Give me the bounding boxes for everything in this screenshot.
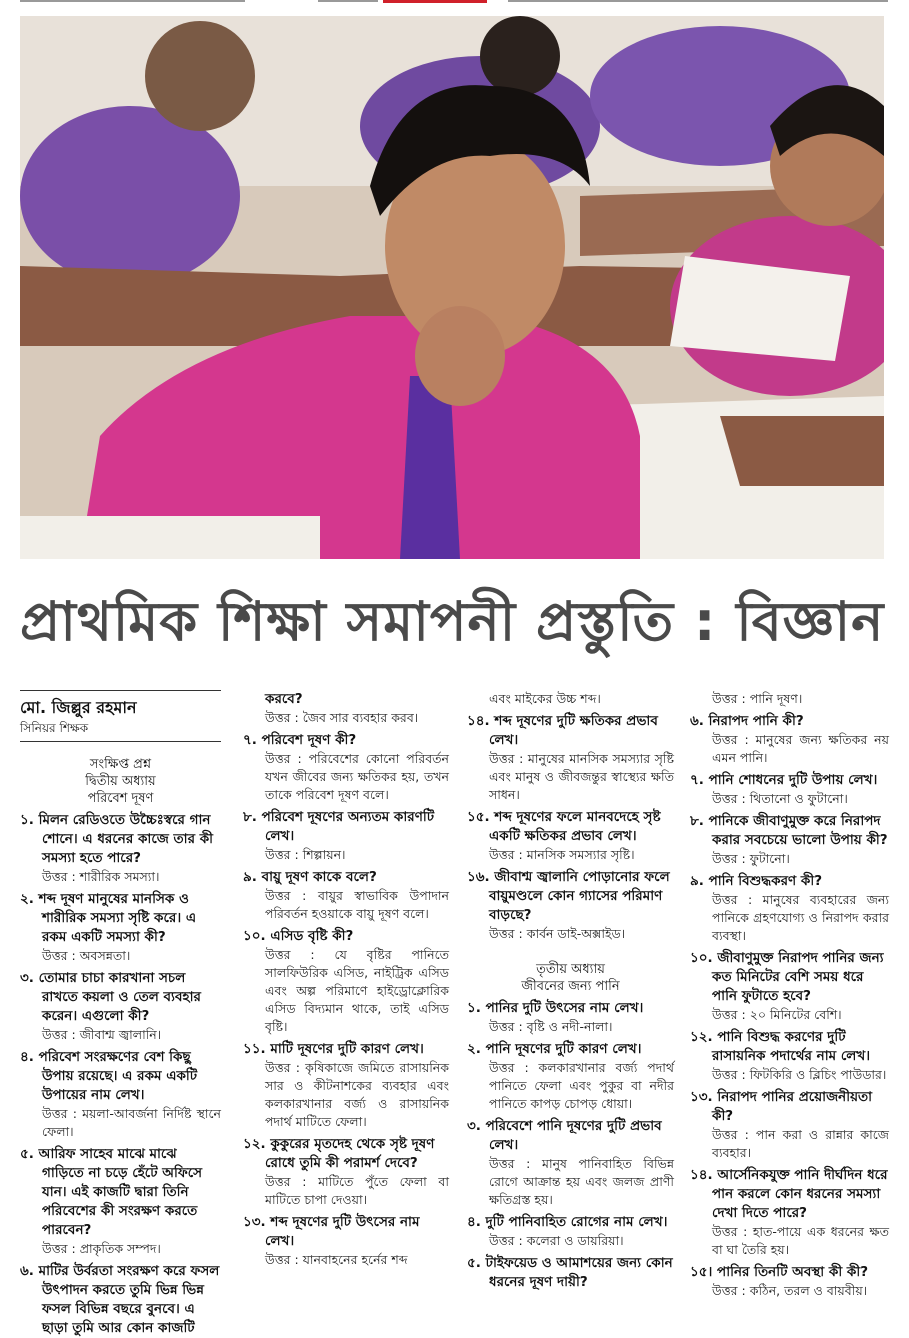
answer: উত্তর : পরিবেশের কোনো পরিবর্তন যখন জীবের জন্য ক্ষতিকর হয়, তখন তাকে পরিবেশ দূষণ বলে। (265, 751, 449, 802)
question: ১৪. শব্দ দূষণের দুটি ক্ষতিকর প্রভাব লেখ। (467, 713, 658, 748)
answer: উত্তর : মানুষের ব্যবহারের জন্য পানিকে গ্রহণযোগ্য ও নিরাপদ করার ব্যবস্থা। (712, 892, 889, 943)
answer: উত্তর : ময়লা-আবর্জনা নির্দিষ্ট স্থানে ফেলা। (42, 1106, 221, 1139)
answer: উত্তর : ফিটকিরি ও ব্লিচিং পাউডার। (712, 1067, 887, 1082)
question-continued: করবে? (265, 691, 303, 707)
byline (20, 690, 221, 742)
answer: উত্তর : হাত-পায়ে এক ধরনের ক্ষত বা ঘা তৈরি হয়। (712, 1224, 889, 1257)
answer: উত্তর : যানবাহনের হর্নের শব্দ (265, 1252, 408, 1267)
question: ১১. মাটি দূষণের দুটি কারণ লেখ। (243, 1041, 424, 1057)
answer: উত্তর : অবসন্নতা। (42, 948, 131, 963)
answer: উত্তর : জৈব সার ব্যবহার করব। (265, 710, 419, 725)
answer: উত্তর : মানসিক সমস্যার সৃষ্টি। (489, 847, 635, 862)
article-column-1 (20, 690, 221, 1338)
answer: উত্তর : বৃষ্টি ও নদী-নালা। (489, 1019, 613, 1034)
answer-continued: এবং মাইকের উচ্চ শব্দ। (489, 691, 601, 706)
question: ৮. পরিবেশ দূষণের অন্যতম কারণটি লেখ। (243, 809, 435, 844)
question: ১৩. শব্দ দূষণের দুটি উৎসের নাম লেখ। (243, 1214, 420, 1249)
question: ৭. পানি শোধনের দুটি উপায় লেখ। (690, 772, 878, 788)
answer: উত্তর : মানুষের জন্য ক্ষতিকর নয় এমন পানি। (712, 732, 889, 765)
question: ১০. জীবাণুমুক্ত নিরাপদ পানির জন্য কত মিনিটের বেশি সময় ধরে পানি ফুটাতে হবে? (690, 950, 884, 1004)
question: ১২. পানি বিশুদ্ধ করণের দুটি রাসায়নিক পদার্থের নাম লেখ। (690, 1029, 871, 1064)
question: ১৪. আর্সেনিকযুক্ত পানি দীর্ঘদিন ধরে পান করলে কোন ধরনের সমস্যা দেখা দিতে পারে? (690, 1167, 888, 1221)
question: ৬. মাটির উর্বরতা সংরক্ষণ করে ফসল উৎপাদন করতে তুমি ভিন্ন ভিন্ন ফসল বিভিন্ন বছরে বুনবে। এ ছাড়া তুমি আর কোন কাজটি (20, 1263, 220, 1336)
section-heading-line: দ্বিতীয় অধ্যায় (85, 774, 156, 789)
answer: উত্তর : ফুটানো। (712, 851, 790, 866)
question: ৪. দুটি পানিবাহিত রোগের নাম লেখ। (467, 1214, 668, 1230)
question: ৬. নিরাপদ পানি কী? (690, 713, 804, 729)
question: ৯. বায়ু দূষণ কাকে বলে? (243, 869, 377, 885)
question: ১৬. জীবাশ্ম জ্বালানি পোড়ানোর ফলে বায়ুমণ্ডলে কোন গ্যাসের পরিমাণ বাড়ছে? (467, 869, 670, 923)
answer: উত্তর : কলেরা ও ডায়রিয়া। (489, 1233, 624, 1248)
question: ২. পানি দূষণের দুটি কারণ লেখ। (467, 1041, 642, 1057)
answer: উত্তর : জীবাশ্ম জ্বালানি। (42, 1027, 162, 1042)
question: ৮. পানিকে জীবাণুমুক্ত করে নিরাপদ করার সবচেয়ে ভালো উপায় কী? (690, 813, 888, 848)
question: ৫. টাইফয়েড ও আমাশয়ের জন্য কোন ধরনের দূষণ দায়ী? (467, 1255, 673, 1290)
top-rule-segment (508, 0, 888, 2)
question: ৪. পরিবেশ সংরক্ষণের বেশ কিছু উপায় রয়েছে। এ রকম একটি উপায়ের নাম লেখ। (20, 1049, 198, 1103)
article-column-3 (467, 690, 674, 1292)
section-heading-line: পরিবেশ দূষণ (87, 791, 154, 806)
question: ১. পানির দুটি উৎসের নাম লেখ। (467, 1000, 644, 1016)
question: ১. মিলন রেডিওতে উচ্চৈঃস্বরে গান শোনে। এ ধরনের কাজে তার কী সমস্যা হতে পারে? (20, 812, 213, 866)
section-heading (20, 756, 221, 807)
question: ২. শব্দ দূষণ মানুষের মানসিক ও শারীরিক সমস্যা সৃষ্টি করে। এ রকম একটি সমস্যা কী? (20, 891, 197, 945)
answer: উত্তর : মানুষের মানসিক সমস্যার সৃষ্টি এবং মানুষ ও জীবজন্তুর স্বাস্থ্যের ক্ষতি সাধন। (489, 751, 674, 802)
answer: উত্তর : কঠিন, তরল ও বায়বীয়। (712, 1283, 868, 1298)
article-column-2 (243, 690, 449, 1273)
answer: উত্তর : কৃষিকাজে জমিতে রাসায়নিক সার ও কীটনাশকের ব্যবহার এবং কলকারখানার বর্জ্য ও রাসায়নিক পদার্থ মাটিতে ফেলা। (265, 1060, 449, 1129)
question: ৯. পানি বিশুদ্ধকরণ কী? (690, 873, 823, 889)
article-column-4 (690, 690, 889, 1304)
section-heading-line: জীবনের জন্য পানি (521, 979, 620, 994)
answer: উত্তর : বায়ুর স্বাভাবিক উপাদান পরিবর্তন হওয়াকে বায়ু দূষণ বলে। (265, 888, 449, 921)
question: ৩. তোমার চাচা কারখানা সচল রাখতে কয়লা ও তেল ব্যবহার করেন। এগুলো কী? (20, 970, 201, 1024)
question: ১২. কুকুরের মৃতদেহ থেকে সৃষ্ট দূষণ রোধে তুমি কী পরামর্শ দেবে? (243, 1136, 435, 1171)
question: ১৫। পানির তিনটি অবস্থা কী কী? (690, 1264, 869, 1280)
author-name: মো. জিল্লুর রহমান (20, 698, 137, 717)
exam-classroom-photo (20, 16, 884, 559)
answer: উত্তর : কার্বন ডাই-অক্সাইড। (489, 926, 626, 941)
question: ১৩. নিরাপদ পানির প্রয়োজনীয়তা কী? (690, 1089, 873, 1124)
top-rule-segment (318, 0, 378, 2)
answer: উত্তর : মাটিতে পুঁতে ফেলা বা মাটিতে চাপা দেওয়া। (265, 1174, 449, 1207)
question: ৭. পরিবেশ দূষণ কী? (243, 732, 357, 748)
top-rule-segment (20, 0, 245, 2)
answer: উত্তর : শারীরিক সমস্যা। (42, 869, 160, 884)
question: ১৫. শব্দ দূষণের ফলে মানবদেহে সৃষ্ট একটি ক্ষতিকর প্রভাব লেখ। (467, 809, 661, 844)
question: ৩. পরিবেশে পানি দূষণের দুটি প্রভাব লেখ। (467, 1118, 662, 1153)
feature-photo (20, 16, 884, 559)
answer: উত্তর : যে বৃষ্টির পানিতে সালফিউরিক এসিড, নাইট্রিক এসিড এবং অল্প পরিমাণে হাইড্রোক্লোরিক এসিড বিদ্যমান থাকে, তাই এসিড বৃষ্টি। (265, 947, 449, 1034)
article-headline: প্রাথমিক শিক্ষা সমাপনী প্রস্তুতি : বিজ্ঞান (20, 590, 885, 653)
answer: উত্তর : থিতানো ও ফুটানো। (712, 791, 848, 806)
answer: উত্তর : প্রাকৃতিক সম্পদ। (42, 1241, 161, 1256)
question: ১০. এসিড বৃষ্টি কী? (243, 928, 354, 944)
answer: উত্তর : শিল্পায়ন। (265, 847, 346, 862)
answer-continued: উত্তর : পানি দূষণ। (712, 691, 803, 706)
author-role: সিনিয়র শিক্ষক (20, 721, 89, 735)
section-heading-line: তৃতীয় অধ্যায় (536, 962, 605, 977)
answer: উত্তর : ২০ মিনিটের বেশি। (712, 1007, 842, 1022)
top-rule (0, 0, 909, 8)
answer: উত্তর : পান করা ও রান্নার কাজে ব্যবহার। (712, 1127, 889, 1160)
section-heading (467, 961, 674, 995)
top-rule-accent (383, 0, 487, 3)
answer: উত্তর : কলকারখানার বর্জ্য পদার্থ পানিতে ফেলা এবং পুকুর বা নদীর পানিতে কাপড় চোপড় ধোয়া। (489, 1060, 674, 1111)
answer: উত্তর : মানুষ পানিবাহিত বিভিন্ন রোগে আক্রান্ত হয় এবং জলজ প্রাণী ক্ষতিগ্রস্ত হয়। (489, 1156, 674, 1207)
section-heading-line: সংক্ষিপ্ত প্রশ্ন (89, 757, 152, 772)
question: ৫. আরিফ সাহেব মাঝে মাঝে গাড়িতে না চড়ে হেঁটে অফিসে যান। এই কাজটি দ্বারা তিনি পরিবেশের কী সংরক্ষণ করতে পারবেন? (20, 1146, 203, 1238)
